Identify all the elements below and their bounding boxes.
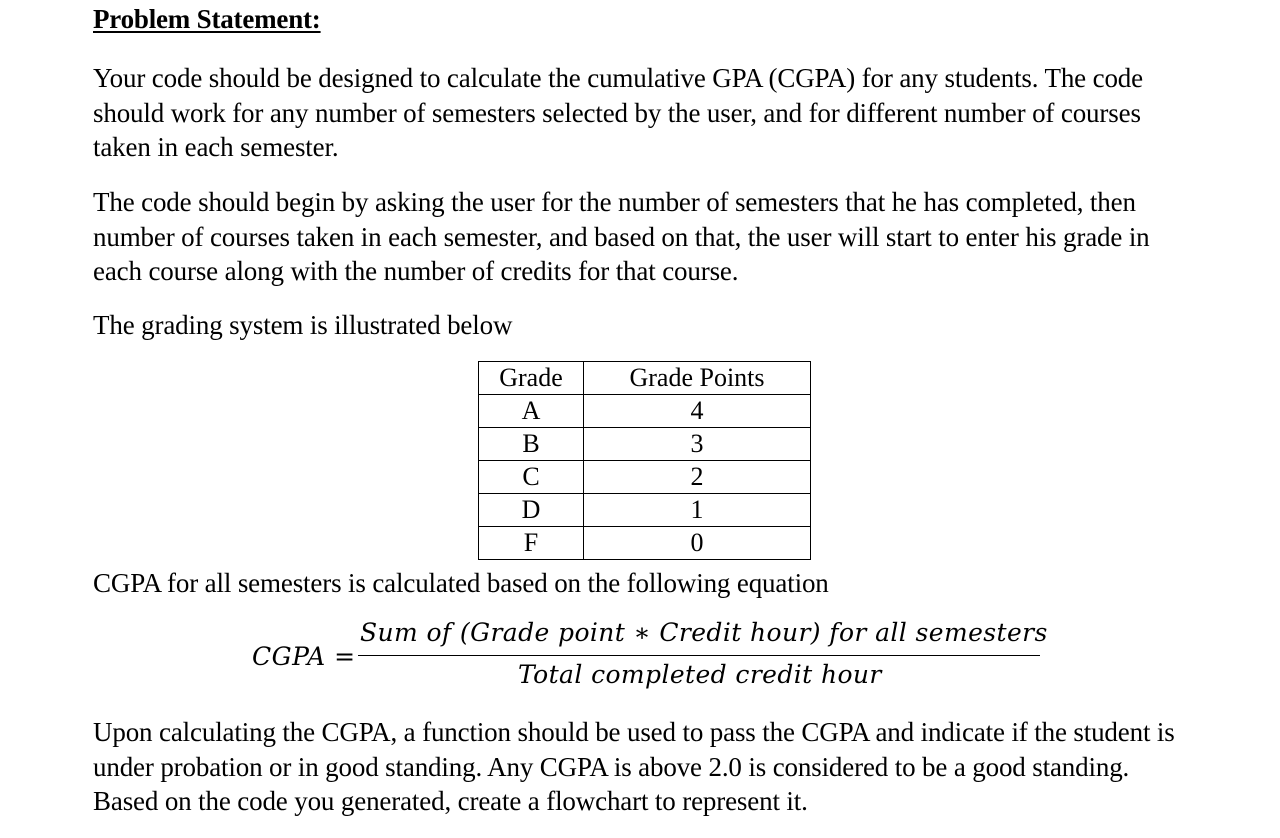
page-title: Problem Statement: bbox=[93, 4, 321, 34]
closing-paragraph: Upon calculating the CGPA, a function should be used to pass the CGPA and indicate if the student is under probation or in good standing. Any CGPA is above 2.0 is considered to be a good standing. Based on the code you generated, create a flowchart to represent it. bbox=[93, 717, 1175, 816]
grade-points-cell: 2 bbox=[584, 461, 811, 494]
table-row bbox=[479, 395, 811, 428]
table-row bbox=[479, 494, 811, 527]
grade-cell: D bbox=[479, 494, 584, 527]
grade-points-cell: 3 bbox=[584, 428, 811, 461]
grade-cell: B bbox=[479, 428, 584, 461]
table-header-grade-points: Grade Points bbox=[584, 362, 811, 395]
intro-paragraph: Your code should be designed to calculate the cumulative GPA (CGPA) for any students. The code should work for any number of semesters selected by the user, and for different number of courses taken in each semester. bbox=[93, 63, 1143, 162]
equation-denominator: Total completed credit hour bbox=[518, 660, 882, 689]
grade-cell: C bbox=[479, 461, 584, 494]
grade-cell: F bbox=[479, 527, 584, 560]
grade-points-cell: 4 bbox=[584, 395, 811, 428]
equation-intro-paragraph: CGPA for all semesters is calculated based on the following equation bbox=[93, 568, 829, 598]
input-paragraph: The code should begin by asking the user for the number of semesters that he has completed, then number of courses taken in each semester, and based on that, the user will start to enter his grade in each course along with the number of credits for that course. bbox=[93, 187, 1150, 286]
cgpa-equation bbox=[252, 612, 1052, 702]
grade-points-cell: 1 bbox=[584, 494, 811, 527]
equation-lhs: CGPA = bbox=[252, 642, 356, 671]
grade-table bbox=[478, 361, 811, 560]
grading-intro-paragraph: The grading system is illustrated below bbox=[93, 310, 513, 340]
equation-numerator: Sum of (Grade point ∗ Credit hour) for all semesters bbox=[360, 618, 1048, 647]
table-header-grade: Grade bbox=[479, 362, 584, 395]
table-row bbox=[479, 461, 811, 494]
fraction-bar bbox=[358, 655, 1040, 656]
table-row bbox=[479, 428, 811, 461]
grade-cell: A bbox=[479, 395, 584, 428]
table-row bbox=[479, 527, 811, 560]
table-header-row bbox=[479, 362, 811, 395]
grade-points-cell: 0 bbox=[584, 527, 811, 560]
